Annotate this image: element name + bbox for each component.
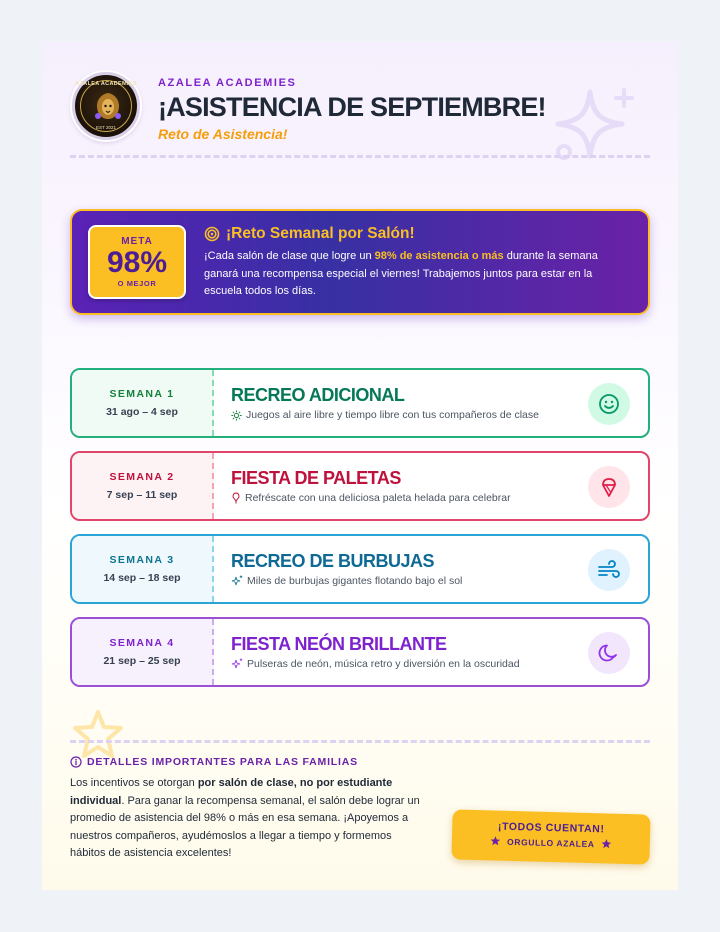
details-text-end: . Para ganar la recompensa semanal, el salón debe lograr un promedio de asistencia del 98% o más en esa semana. ¡Apoyemos a nuestros compañeros, ayudémoslos a llegar a tiempo y formemos hábitos de asistencia excelentes!	[70, 794, 420, 859]
popsicle-icon	[231, 492, 241, 504]
reward-description-row	[231, 575, 462, 587]
reward-title: RECREO ADICIONAL	[231, 385, 405, 405]
details-text	[70, 775, 430, 863]
star-icon	[600, 838, 611, 849]
reward-description: Refréscate con una deliciosa paleta helada para celebrar	[245, 492, 511, 504]
brand-name: AZALEA ACADEMIES	[158, 77, 297, 89]
week-card-2	[70, 451, 650, 521]
badge-headline: ¡TODOS CUENTAN!	[497, 820, 605, 836]
star-icon	[490, 835, 501, 846]
details-divider	[70, 740, 650, 743]
details-heading: DETALLES IMPORTANTES PARA LAS FAMILIAS	[87, 756, 358, 768]
star-decoration-icon	[70, 708, 126, 760]
week-card-3	[70, 534, 650, 604]
week-date-panel	[72, 619, 214, 685]
wind-icon	[588, 549, 630, 591]
goal-value: 98%	[106, 246, 168, 279]
page-title: ¡ASISTENCIA DE SEPTIEMBRE!	[158, 92, 546, 122]
week-label: SEMANA 1	[109, 388, 175, 400]
challenge-title: ¡Reto Semanal por Salón!	[226, 225, 415, 242]
details-heading-row	[70, 756, 358, 768]
smile-icon	[588, 383, 630, 425]
logo-est: EST 2021	[96, 125, 116, 130]
week-dates: 7 sep – 11 sep	[106, 489, 178, 501]
reward-description: Pulseras de neón, música retro y diversión en la oscuridad	[247, 658, 520, 670]
target-icon	[204, 226, 220, 242]
reward-description-row	[231, 492, 511, 504]
ice-cream-icon	[588, 466, 630, 508]
sun-icon	[231, 410, 242, 421]
week-dates: 21 sep – 25 sep	[103, 655, 181, 667]
details-bold-text: por salón de clase, no por estudiante individual	[70, 777, 393, 807]
sparkle-decoration-icon	[552, 86, 638, 166]
reward-title: FIESTA NEÓN BRILLANTE	[231, 634, 447, 654]
badge-subline-row	[452, 834, 650, 850]
details-text-start: Los incentivos se otorgan	[70, 777, 198, 789]
reward-description: Juegos al aire libre y tiempo libre con tus compañeros de clase	[246, 409, 539, 421]
logo-text: AZALEA ACADEMIES	[75, 81, 137, 87]
week-card-1	[70, 368, 650, 438]
week-date-panel	[72, 370, 214, 436]
reward-title: RECREO DE BURBUJAS	[231, 551, 435, 571]
reward-title: FIESTA DE PALETAS	[231, 468, 401, 488]
goal-badge	[88, 225, 186, 299]
sparkles-icon	[231, 658, 243, 670]
pride-badge	[451, 809, 650, 864]
challenge-body-text: ¡Cada salón de clase que logre un	[204, 250, 375, 262]
challenge-body-text-end: durante la semana ganará una recompensa especial el viernes! Trabajemos juntos para estar en la escuela todos los días.	[204, 250, 598, 297]
challenge-title-row	[204, 225, 415, 243]
header-divider	[70, 155, 650, 158]
goal-note: O MEJOR	[117, 279, 157, 288]
challenge-description	[204, 248, 624, 301]
page-subtitle: Reto de Asistencia!	[158, 126, 288, 142]
week-date-panel	[72, 453, 214, 519]
info-icon	[70, 756, 82, 768]
week-card-4	[70, 617, 650, 687]
week-date-panel	[72, 536, 214, 602]
challenge-highlight: 98% de asistencia o más	[374, 250, 504, 262]
reward-description-row	[231, 409, 539, 421]
week-label: SEMANA 2	[109, 471, 175, 483]
weekly-challenge-banner	[70, 209, 650, 315]
lion-icon	[94, 91, 122, 121]
school-logo	[72, 72, 140, 140]
goal-label: META	[121, 236, 153, 247]
reward-description: Miles de burbujas gigantes flotando bajo el sol	[247, 575, 463, 587]
week-label: SEMANA 4	[109, 637, 175, 649]
sparkles-icon	[231, 575, 243, 587]
week-dates: 31 ago – 4 sep	[106, 406, 178, 418]
flyer-page	[42, 42, 678, 890]
week-label: SEMANA 3	[109, 554, 175, 566]
moon-icon	[588, 632, 630, 674]
week-dates: 14 sep – 18 sep	[103, 572, 181, 584]
badge-subline: ORGULLO AZALEA	[507, 836, 595, 849]
reward-description-row	[231, 658, 520, 670]
